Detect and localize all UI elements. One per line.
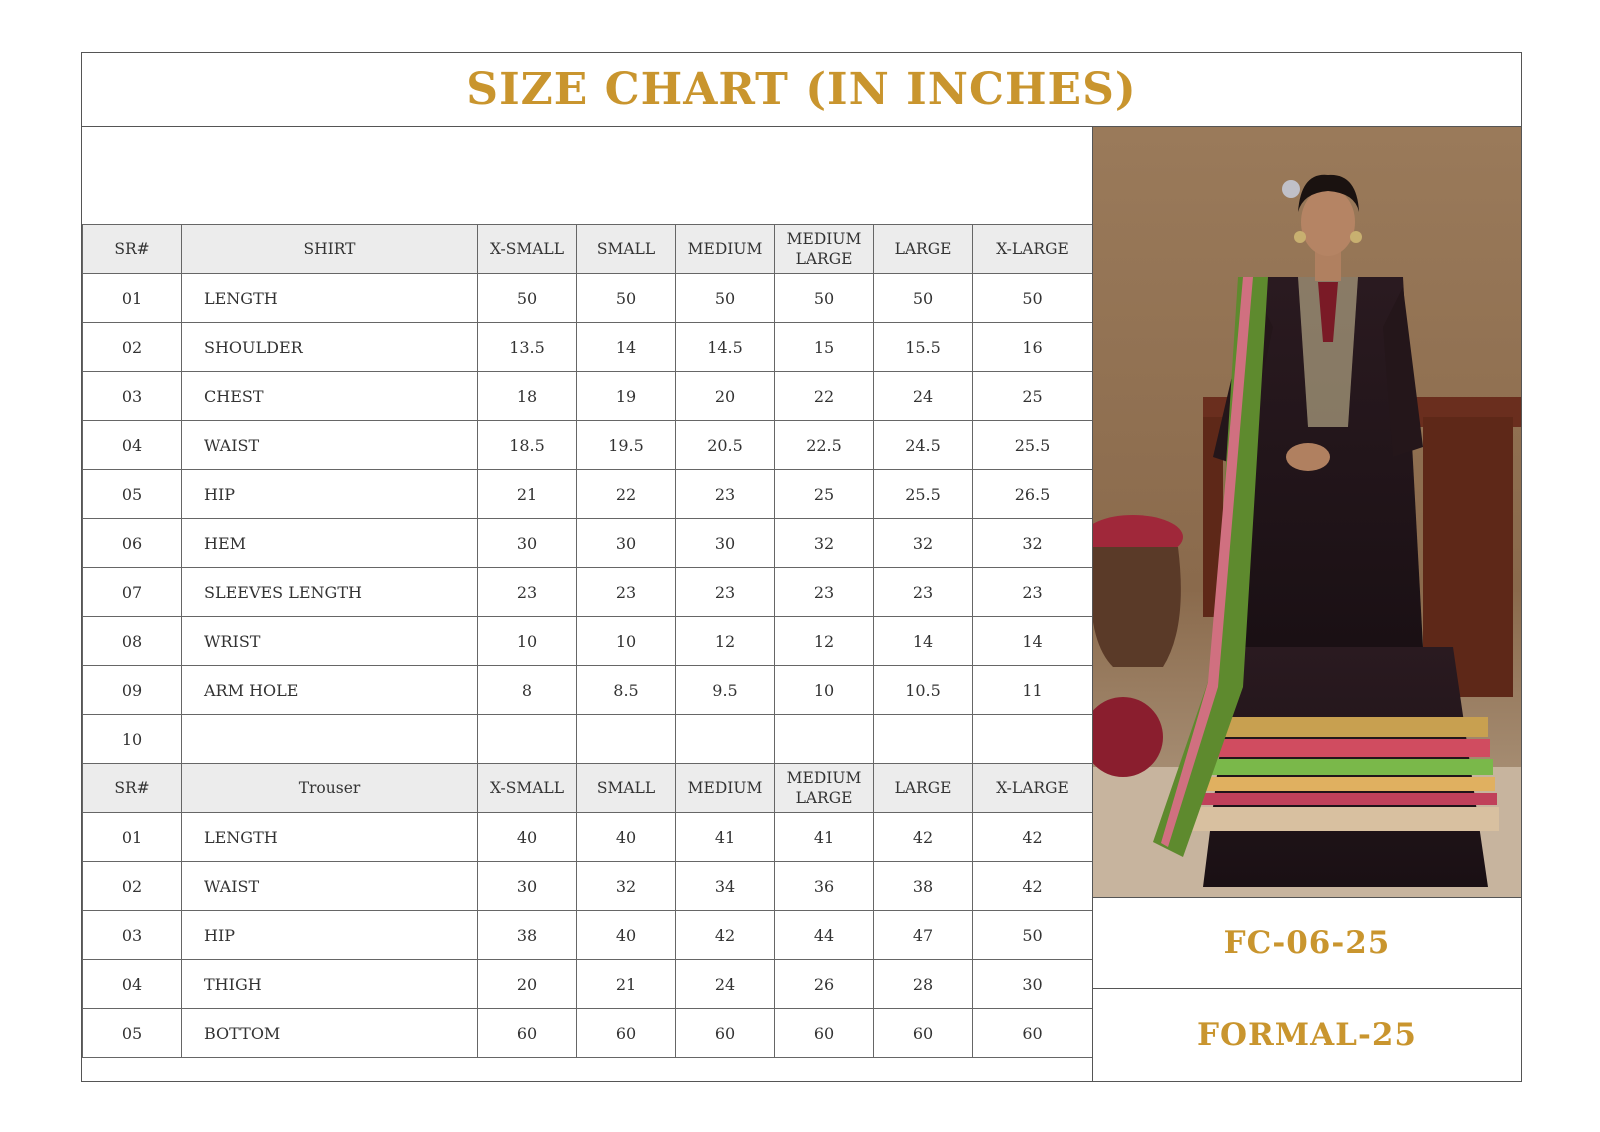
shirt-row [83, 617, 1093, 666]
size-value: 11 [973, 666, 1093, 715]
measurement-name: THIGH [182, 960, 478, 1009]
sr-cell: 08 [83, 617, 182, 666]
size-value: 22 [577, 470, 676, 519]
trouser-row [83, 911, 1093, 960]
size-value [775, 715, 874, 764]
size-value: 25.5 [874, 470, 973, 519]
size-value: 60 [874, 1009, 973, 1058]
size-value: 60 [676, 1009, 775, 1058]
sr-cell: 03 [83, 911, 182, 960]
sr-cell: 03 [83, 372, 182, 421]
measurement-name: HEM [182, 519, 478, 568]
shirt-row [83, 323, 1093, 372]
col-header-size: X-SMALL [478, 764, 577, 813]
sr-cell: 10 [83, 715, 182, 764]
shirt-header-row [83, 225, 1093, 274]
size-value: 8 [478, 666, 577, 715]
title-bar [82, 53, 1521, 127]
sr-cell: 02 [83, 323, 182, 372]
size-value: 36 [775, 862, 874, 911]
size-value: 22 [775, 372, 874, 421]
shirt-row [83, 274, 1093, 323]
sr-cell: 05 [83, 1009, 182, 1058]
size-value [676, 715, 775, 764]
size-value: 13.5 [478, 323, 577, 372]
col-header-sr: SR# [83, 764, 182, 813]
col-header-size: SMALL [577, 764, 676, 813]
size-value: 15.5 [874, 323, 973, 372]
size-value: 12 [676, 617, 775, 666]
size-value: 24 [676, 960, 775, 1009]
size-value: 14 [577, 323, 676, 372]
col-header-trouser: Trouser [182, 764, 478, 813]
col-header-size: LARGE [874, 225, 973, 274]
sr-cell: 07 [83, 568, 182, 617]
size-value: 42 [874, 813, 973, 862]
measurement-name: ARM HOLE [182, 666, 478, 715]
size-value: 41 [775, 813, 874, 862]
col-header-size: LARGE [874, 764, 973, 813]
size-value: 15 [775, 323, 874, 372]
measurement-name: LENGTH [182, 274, 478, 323]
shirt-row [83, 421, 1093, 470]
size-value: 40 [478, 813, 577, 862]
size-value: 8.5 [577, 666, 676, 715]
size-value: 32 [874, 519, 973, 568]
measurement-name: LENGTH [182, 813, 478, 862]
sr-cell: 04 [83, 960, 182, 1009]
size-value: 20 [478, 960, 577, 1009]
measurement-name: HIP [182, 911, 478, 960]
size-value: 18.5 [478, 421, 577, 470]
col-header-size: MEDIUM [676, 764, 775, 813]
size-value: 26.5 [973, 470, 1093, 519]
sr-cell: 09 [83, 666, 182, 715]
size-value: 38 [478, 911, 577, 960]
size-value: 38 [874, 862, 973, 911]
size-value: 60 [775, 1009, 874, 1058]
size-value: 21 [577, 960, 676, 1009]
size-value: 40 [577, 813, 676, 862]
size-value: 42 [973, 862, 1093, 911]
size-value: 23 [676, 568, 775, 617]
size-value: 26 [775, 960, 874, 1009]
trouser-row [83, 960, 1093, 1009]
size-value: 50 [973, 911, 1093, 960]
size-value: 25 [973, 372, 1093, 421]
size-value: 14 [973, 617, 1093, 666]
size-value: 60 [973, 1009, 1093, 1058]
size-value: 19.5 [577, 421, 676, 470]
col-header-size: X-SMALL [478, 225, 577, 274]
size-value: 23 [973, 568, 1093, 617]
size-value: 19 [577, 372, 676, 421]
sr-cell: 06 [83, 519, 182, 568]
size-value: 32 [577, 862, 676, 911]
size-value: 9.5 [676, 666, 775, 715]
col-header-shirt: SHIRT [182, 225, 478, 274]
shirt-row [83, 666, 1093, 715]
size-value: 21 [478, 470, 577, 519]
blank-area [82, 127, 1092, 224]
size-value: 30 [478, 519, 577, 568]
sr-cell: 02 [83, 862, 182, 911]
size-value: 10.5 [874, 666, 973, 715]
size-value: 50 [676, 274, 775, 323]
size-value: 50 [973, 274, 1093, 323]
size-value [973, 715, 1093, 764]
product-code: FC-06-25 [1223, 925, 1391, 961]
size-value [478, 715, 577, 764]
size-value: 23 [775, 568, 874, 617]
measurement-name: BOTTOM [182, 1009, 478, 1058]
size-value: 30 [577, 519, 676, 568]
size-value: 23 [478, 568, 577, 617]
col-header-size: MEDIUM LARGE [775, 764, 874, 813]
sr-cell: 05 [83, 470, 182, 519]
size-value: 14.5 [676, 323, 775, 372]
sr-cell: 01 [83, 813, 182, 862]
size-value: 12 [775, 617, 874, 666]
size-value: 18 [478, 372, 577, 421]
trouser-row [83, 1009, 1093, 1058]
size-value: 42 [973, 813, 1093, 862]
size-value: 20 [676, 372, 775, 421]
measurement-name: HIP [182, 470, 478, 519]
size-value: 60 [478, 1009, 577, 1058]
size-value: 42 [676, 911, 775, 960]
size-value: 34 [676, 862, 775, 911]
size-value: 20.5 [676, 421, 775, 470]
measurement-name: SHOULDER [182, 323, 478, 372]
shirt-row [83, 519, 1093, 568]
sr-cell: 01 [83, 274, 182, 323]
size-value: 30 [676, 519, 775, 568]
size-value: 28 [874, 960, 973, 1009]
size-value: 32 [775, 519, 874, 568]
col-header-size: MEDIUM [676, 225, 775, 274]
size-value: 50 [775, 274, 874, 323]
size-value: 30 [478, 862, 577, 911]
collection-name: FORMAL-25 [1197, 1017, 1417, 1053]
measurement-name: WAIST [182, 862, 478, 911]
shirt-row [83, 715, 1093, 764]
col-header-sr: SR# [83, 225, 182, 274]
size-value: 24.5 [874, 421, 973, 470]
size-value: 32 [973, 519, 1093, 568]
size-value: 24 [874, 372, 973, 421]
size-table [82, 224, 1093, 1058]
size-value: 44 [775, 911, 874, 960]
col-header-size: X-LARGE [973, 764, 1093, 813]
trouser-row [83, 813, 1093, 862]
model-photo [1092, 127, 1521, 897]
trouser-row [83, 862, 1093, 911]
measurement-name [182, 715, 478, 764]
size-value: 50 [577, 274, 676, 323]
size-value: 22.5 [775, 421, 874, 470]
measurement-name: SLEEVES LENGTH [182, 568, 478, 617]
col-header-size: X-LARGE [973, 225, 1093, 274]
shirt-row [83, 470, 1093, 519]
size-value: 50 [478, 274, 577, 323]
size-value [874, 715, 973, 764]
size-value [577, 715, 676, 764]
size-value: 10 [478, 617, 577, 666]
sr-cell: 04 [83, 421, 182, 470]
size-value: 10 [577, 617, 676, 666]
page-title: SIZE CHART (IN INCHES) [466, 64, 1137, 115]
size-value: 25.5 [973, 421, 1093, 470]
measurement-name: WRIST [182, 617, 478, 666]
size-value: 23 [874, 568, 973, 617]
size-value: 40 [577, 911, 676, 960]
size-value: 25 [775, 470, 874, 519]
trouser-header-row [83, 764, 1093, 813]
size-value: 47 [874, 911, 973, 960]
collection-box [1092, 989, 1521, 1081]
shirt-row [83, 372, 1093, 421]
size-value: 60 [577, 1009, 676, 1058]
shirt-row [83, 568, 1093, 617]
size-value: 16 [973, 323, 1093, 372]
col-header-size: SMALL [577, 225, 676, 274]
size-value: 23 [676, 470, 775, 519]
size-value: 30 [973, 960, 1093, 1009]
measurement-name: CHEST [182, 372, 478, 421]
size-value: 41 [676, 813, 775, 862]
size-value: 10 [775, 666, 874, 715]
size-value: 14 [874, 617, 973, 666]
product-code-box [1092, 897, 1521, 989]
size-value: 23 [577, 568, 676, 617]
size-chart-frame [81, 52, 1522, 1082]
size-value: 50 [874, 274, 973, 323]
measurement-name: WAIST [182, 421, 478, 470]
col-header-size: MEDIUM LARGE [775, 225, 874, 274]
